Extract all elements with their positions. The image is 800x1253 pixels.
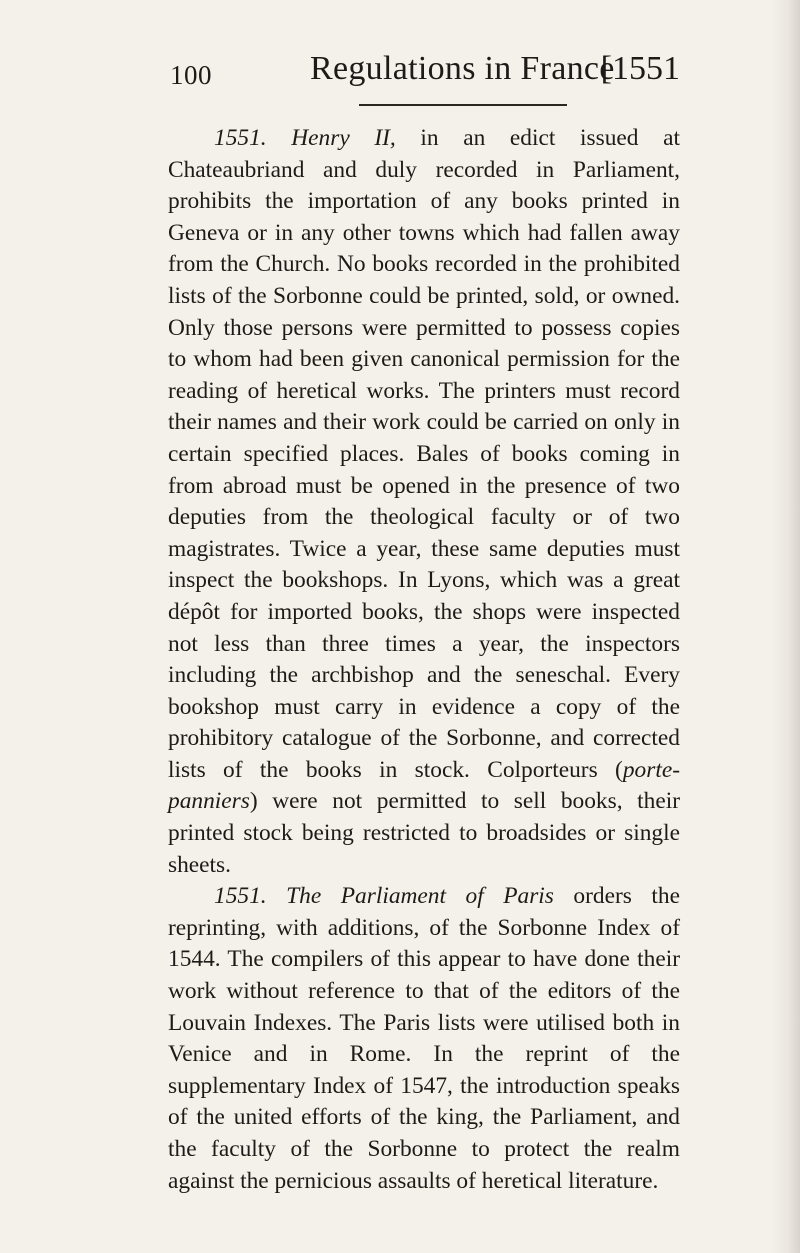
header-rule (359, 104, 567, 106)
paragraph-henry-edict (168, 123, 680, 881)
paragraph-text: in an edict issued at Chateaubriand and duly recorded in Parliament, prohibits the importation of any books printed in Geneva or in any other towns which had fallen away from the Church. No books recorded in the prohibited lists of the Sorbonne could be printed, sold, or owned. Only those persons were permitted to possess copies to whom had been given canonical permission for the reading of heretical works. The printers must record their names and their work could be carried on only in certain specified places. Bales of books coming in from abroad must be opened in the presence of two deputies from the theological faculty or of two magistrates. Twice a year, these same deputies must inspect the bookshops. In Lyons, which was a great dépôt for imported books, the shops were inspected not less than three times a year, the inspectors including the archbishop and the seneschal. Every bookshop must carry in evidence a copy of the prohibitory catalogue of the Sorbonne, and corrected lists of the books in stock. Colporteurs ( (168, 125, 680, 783)
paragraph-subject: The Parliament of Paris (286, 883, 554, 910)
paragraph-term: porte-panniers (168, 756, 680, 815)
body-text (168, 123, 680, 1197)
paragraph-text: orders the reprinting, with additions, of the Sorbonne Index of 1544. The compilers of this appear to have done their work without reference to that of the editors of the Louvain Indexes. The Paris lists were utilised both in Venice and in Rome. In the reprint of the supplementary Index of 1547, the introduction speaks of the united efforts of the king, the Parliament, and the faculty of the Sorbonne to protect the realm against the pernicious assaults of heretical literature. (168, 883, 680, 1194)
paragraph-text-after: ) were not permitted to sell books, their printed stock being restricted to broadsides or single sheets. (168, 788, 680, 878)
running-header (170, 50, 680, 100)
paragraph-parliament-paris (168, 881, 680, 1197)
paragraph-subject: Henry II, (291, 125, 396, 151)
paragraph-year: 1551. (214, 125, 267, 151)
running-title: Regulations in France (310, 50, 615, 87)
page-edge-shadow (770, 0, 800, 1253)
running-year: [1551 (600, 50, 680, 87)
page-number: 100 (170, 60, 212, 90)
paragraph-year: 1551. (214, 883, 267, 910)
